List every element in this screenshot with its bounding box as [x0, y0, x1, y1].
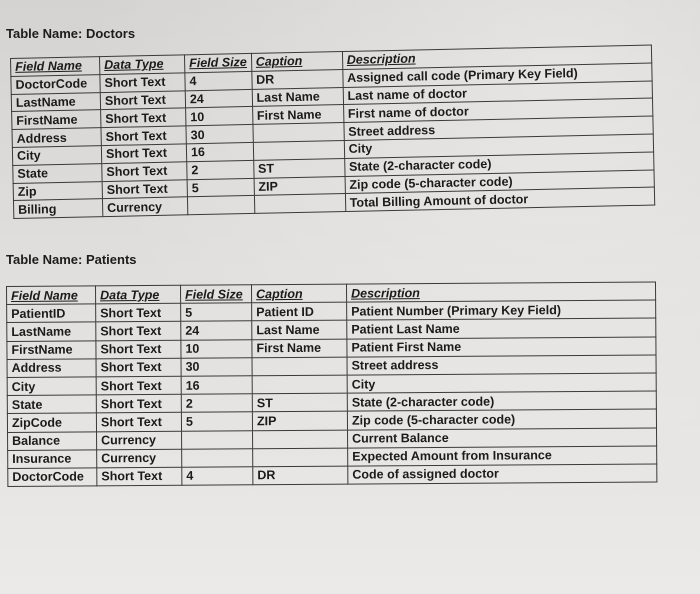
table-cell: Currency	[97, 431, 182, 450]
table-cell: Last name of doctor	[343, 81, 652, 105]
table-cell: Patient Number (Primary Key Field)	[347, 300, 656, 320]
table-cell	[252, 375, 347, 394]
doctors-table-title: Table Name: Doctors	[6, 26, 136, 41]
column-header: Data Type	[99, 55, 184, 75]
table-cell: Current Balance	[348, 427, 657, 447]
table-cell	[253, 448, 348, 467]
table-cell	[253, 141, 344, 161]
patients-table	[6, 281, 657, 487]
table-cell: Billing	[13, 199, 102, 219]
table-cell: Zip code (5-character code)	[347, 409, 656, 429]
column-header: Field Size	[180, 285, 251, 304]
table-cell: Code of assigned doctor	[348, 464, 657, 484]
table-cell: 5	[181, 412, 252, 431]
table-cell: First name of doctor	[343, 98, 652, 122]
table-cell	[254, 194, 345, 214]
table-cell: FirstName	[12, 110, 101, 130]
table-row	[8, 464, 657, 487]
table-cell: 4	[185, 71, 252, 90]
table-cell: PatientID	[7, 304, 96, 323]
table-cell	[182, 430, 253, 449]
table-cell: DoctorCode	[8, 468, 97, 487]
table-cell: DoctorCode	[11, 74, 100, 94]
table-cell	[182, 448, 253, 467]
table-cell: Last Name	[252, 320, 347, 339]
table-cell: Short Text	[96, 322, 181, 341]
table-cell: 30	[181, 358, 252, 377]
table-cell: First Name	[252, 105, 343, 125]
table-cell: Assigned call code (Primary Key Field)	[342, 63, 651, 87]
table-cell: City	[7, 377, 96, 396]
table-cell: Zip	[13, 181, 102, 201]
table-cell: Short Text	[96, 340, 181, 359]
table-cell: City	[347, 373, 656, 393]
table-cell: 16	[181, 376, 252, 395]
table-cell: Short Text	[96, 376, 181, 395]
column-header: Description	[346, 282, 655, 302]
table-cell: State (2-character code)	[344, 152, 653, 176]
doctors-table	[10, 45, 655, 220]
table-cell: Street address	[344, 116, 653, 140]
table-cell: 10	[186, 107, 253, 126]
table-cell: Patient Last Name	[347, 318, 656, 338]
table-cell: 4	[182, 467, 253, 486]
table-cell: 30	[186, 125, 253, 144]
table-cell: ST	[253, 158, 344, 178]
table-cell: Patient ID	[252, 302, 347, 321]
table-cell: Short Text	[96, 303, 181, 322]
table-cell: Short Text	[102, 162, 187, 182]
table-cell	[187, 196, 254, 215]
column-header: Caption	[251, 52, 342, 72]
table-cell: Short Text	[101, 108, 186, 128]
column-header: Field Size	[184, 53, 251, 72]
table-cell: Short Text	[97, 467, 182, 486]
table-cell: Street address	[347, 355, 656, 375]
table-cell: 5	[187, 178, 254, 197]
table-cell: 24	[185, 89, 252, 108]
table-cell: State	[13, 163, 102, 183]
table-cell	[252, 357, 347, 376]
patients-table-title: Table Name: Patients	[6, 252, 137, 267]
table-cell: ZIP	[252, 411, 347, 430]
table-cell: Insurance	[8, 450, 97, 469]
table-cell: 2	[187, 160, 254, 179]
column-header: Field Name	[11, 57, 100, 77]
table-cell: Currency	[97, 449, 182, 468]
table-cell: State (2-character code)	[347, 391, 656, 411]
table-cell: Last Name	[252, 87, 343, 107]
table-cell: City	[12, 146, 101, 166]
table-cell: Short Text	[96, 358, 181, 377]
table-cell: 10	[181, 339, 252, 358]
table-cell: Short Text	[101, 144, 186, 164]
table-cell: Short Text	[100, 73, 185, 93]
table-cell: Expected Amount from Insurance	[348, 446, 657, 466]
table-cell: LastName	[11, 92, 100, 112]
table-cell: ST	[252, 393, 347, 412]
table-cell: Address	[7, 359, 96, 378]
table-cell: 16	[186, 142, 253, 161]
table-cell: Short Text	[100, 90, 185, 110]
table-cell: DR	[253, 466, 348, 485]
table-cell: Total Billing Amount of doctor	[345, 187, 654, 211]
column-header: Data Type	[96, 285, 181, 304]
table-cell: Zip code (5-character code)	[345, 170, 654, 194]
table-cell: 5	[181, 303, 252, 322]
table-cell: Currency	[102, 197, 187, 217]
table-cell: Patient First Name	[347, 337, 656, 357]
table-cell: LastName	[7, 322, 96, 341]
table-cell: Address	[12, 128, 101, 148]
table-cell: FirstName	[7, 340, 96, 359]
table-cell: Short Text	[96, 413, 181, 432]
column-header: Description	[342, 45, 651, 69]
table-cell: DR	[251, 69, 342, 89]
table-cell	[253, 430, 348, 449]
column-header: Field Name	[7, 286, 96, 305]
table-cell	[253, 123, 344, 143]
table-cell: Short Text	[102, 179, 187, 199]
table-cell: City	[344, 134, 653, 158]
column-header: Caption	[251, 284, 346, 303]
table-cell: Short Text	[96, 394, 181, 413]
table-cell: State	[7, 395, 96, 414]
table-cell: 2	[181, 394, 252, 413]
table-cell: First Name	[252, 339, 347, 358]
table-cell: ZIP	[254, 176, 345, 196]
table-cell: Short Text	[101, 126, 186, 146]
table-cell: 24	[181, 321, 252, 340]
table-cell: ZipCode	[7, 413, 96, 432]
table-cell: Balance	[8, 431, 97, 450]
